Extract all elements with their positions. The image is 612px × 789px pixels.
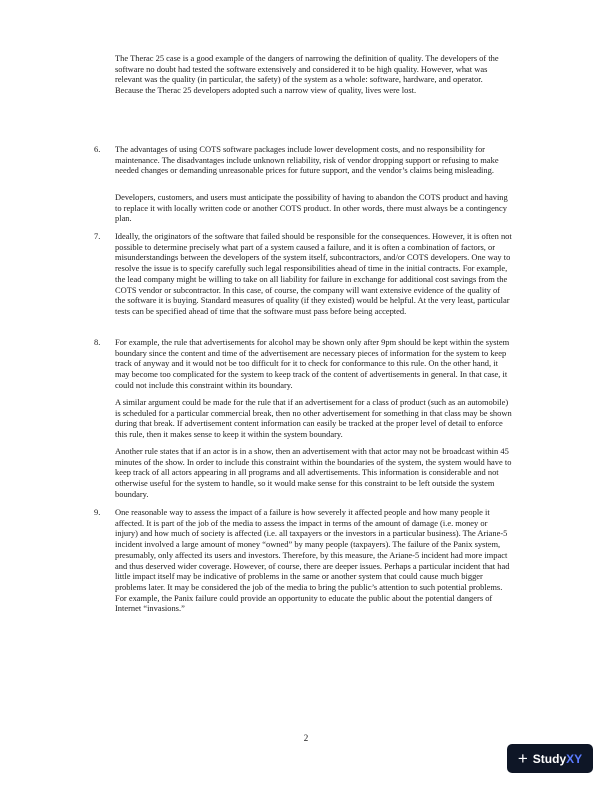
paragraph-cots-advantages: The advantages of using COTS software packages include lower development costs, and no responsibility for maintenance. The disadvantages include unknown reliability, risk of vendor dropping support or refusing to make needed changes or demanding unreasonable prices for future support, and the vendor’s claims being misleading. [115,144,499,176]
badge-name-main: Study [532,751,567,766]
paragraph-therac: The Therac 25 case is a good example of the dangers of narrowing the definition of quality. The developers of the software no doubt had tested the software extensively and considered it to be high quality. However, what was relevant was the quality (in particular, the safety) of the system as a whole: software, hardware, and operator. Because the Therac 25 developers adopted such a narrow view of quality, lives were lost. [115,53,499,96]
item-number-8: 8. [94,337,101,347]
item-number-7: 7. [94,231,101,241]
paragraph-failure-impact: One reasonable way to assess the impact of a failure is how severely it affected people and how many people it affected. It is part of the job of the media to assess the impact in terms of the amount of damage (i.e. money or injury) and how much of society is affected (i.e. all taxpayers or the investors in a particular business). The Ariane-5 incident involved a large amount of money “owned” by many people (taxpayers). The failure of the Panix system, presumably, only affected its users and investors. Therefore, by this measure, the Ariane-5 incident had more impact and thus deserved wider coverage. However, of course, there are deeper issues. Perhaps a particular incident that had little impact itself may be indicative of problems in the same or another system that could cause much bigger problems later. It may be considered the job of the media to bring the public’s attention to such potential problems. For example, the Panix failure could provide an opportunity to educate the public about the potential dangers of Internet “invasions.” [115,507,510,614]
paragraph-alcohol-rule: For example, the rule that advertisements for alcohol may be shown only after 9pm should be kept within the system boundary since the content and time of the advertisement are necessary pieces of information for the system to keep track of anyway and it would not be too difficult for it to check for conformance to this rule. On the other hand, it may become too complicated for the system to keep track of the content of advertisements in general. In that case, it could not include this constraint within its boundary. [115,337,510,390]
badge-name-accent: XY [566,751,583,766]
paragraph-actor-rule: Another rule states that if an actor is in a show, then an advertisement with that actor may not be broadcast within 45 minutes of the show. In order to include this constraint within the boundaries of the system, the system would have to keep track of all actors appearing in all programs and all advertisements. This information is considerable and not otherwise useful for the system to handle, so it would make sense for this constraint to be left outside the system boundary. [115,446,512,499]
page-number: 2 [303,733,309,743]
paragraph-responsibility: Ideally, the originators of the software that failed should be responsible for the consequences. However, it is often not possible to determine precisely what part of a system caused a failure, and it is often a combination of factors, or misunderstandings between the developers of the system itself, subcontractors, and/or COTS developers. One way to resolve the issue is to specify carefully such legal responsibilities ahead of time in the initial contracts. For example, the lead company might be willing to take on all liability for failure in exchange for additional cost savings from the COTS vendor or subcontractor. In this case, of course, the company will want extensive evidence of the quality of the software it is buying. Standard measures of quality (if they existed) would be helpful. At the very least, particular tests can be specified ahead of time that the software must pass before being accepted. [115,231,512,316]
studyxy-badge[interactable] [507,744,593,773]
paragraph-cots-contingency: Developers, customers, and users must anticipate the possibility of having to abandon the COTS product and having to replace it with locally written code or another COTS product. In other words, there must always be a contingency plan. [115,192,508,224]
paragraph-product-class-rule: A similar argument could be made for the rule that if an advertisement for a class of product (such as an automobile) is scheduled for a particular commercial break, then no other advertisement for something in that class may be shown during that break. If advertisement content information can easily be tracked at the proper level of detail to enforce this rule, then it makes sense to keep it within the system boundary. [115,397,512,440]
plus-icon: + [517,749,528,768]
item-number-6: 6. [94,144,101,154]
item-number-9: 9. [94,507,101,517]
